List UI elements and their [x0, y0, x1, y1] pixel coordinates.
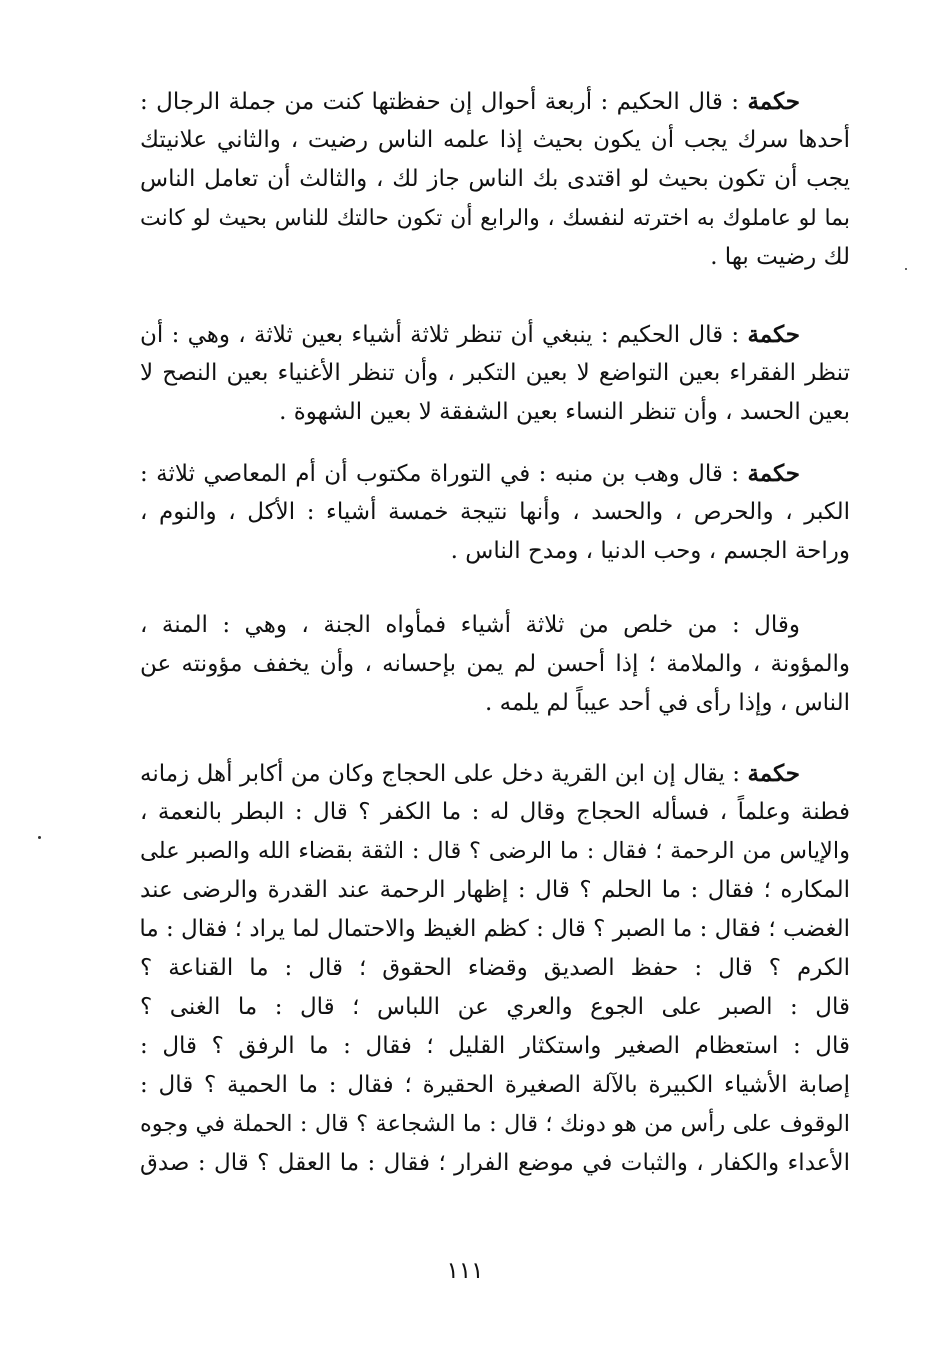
paragraph-line: حكمة : قال الحكيم : ينبغي أن تنظر ثلاثة أشياء بعين ثلاثة ، وهي : أن — [140, 321, 800, 348]
paragraph-line: بما لو عاملوك به اخترته لنفسك ، والرابع أن تكون حالتك للناس بحيث لو كانت — [140, 206, 850, 231]
paragraph-line: والمؤونة ، والملامة ؛ إذا أحسن لم يمن بإحسانه ، وأن يخفف مؤونته عن — [140, 651, 850, 677]
paragraph-5 — [140, 754, 850, 1183]
paragraph-line: إصابة الأشياء الكبيرة بالآلة الصغيرة الحقيرة ؛ فقال : ما الحمية ؟ قال : — [140, 1072, 850, 1098]
paragraph-line: وراحة الجسم ، وحب الدنيا ، ومدح الناس . — [450, 538, 850, 564]
keyword-hikma: حكمة — [747, 88, 800, 115]
keyword-hikma: حكمة — [747, 460, 800, 487]
paragraph-line: حكمة : قال الحكيم : أربعة أحوال إن حفظتها كنت من جملة الرجال : — [140, 88, 800, 115]
paragraph-line: بعين الحسد ، وأن تنظر النساء بعين الشفقة لا بعين الشهوة . — [279, 399, 850, 425]
paragraph-line: الكرم ؟ قال : حفظ الصديق وقضاء الحقوق ؛ قال : ما القناعة ؟ — [140, 955, 850, 981]
paragraph-line: والإياس من الرحمة ؛ فقال : ما الرضى ؟ قال : الثقة بقضاء الله والصبر على — [140, 838, 850, 864]
paragraph-line: الكبر ، والحرص ، والحسد ، وأنها نتيجة خمسة أشياء : الأكل ، والنوم ، — [140, 499, 850, 525]
paragraph-line: المكاره ؛ فقال : ما الحلم ؟ قال : إظهار الرحمة عند القدرة والرضى عند — [140, 877, 850, 903]
paragraph-3 — [140, 454, 850, 571]
paragraph-line: يجب أن تكون بحيث لو اقتدى بك الناس جاز لك ، والثالث أن تعامل الناس — [140, 166, 850, 192]
paragraph-line: الغضب ؛ فقال : ما الصبر ؟ قال : كظم الغيظ والاحتمال لما يراد ؛ فقال : ما — [139, 916, 850, 942]
paragraph-2 — [140, 315, 850, 432]
paragraph-line: أحدها سرك يجب أن يكون بحيث إذا علمه الناس رضيت ، والثاني علانيتك — [140, 127, 850, 153]
keyword-hikma: حكمة — [747, 760, 800, 787]
paragraph-line: حكمة : قال وهب بن منبه : في التوراة مكتوب أن أم المعاصي ثلاثة : — [140, 460, 800, 487]
keyword-hikma: حكمة — [747, 321, 800, 348]
paragraph-line: الأعداء والكفار ، والثبات في موضع الفرار ؛ فقال : ما العقل ؟ قال : صدق — [140, 1150, 850, 1176]
paragraph-line: تنظر الفقراء بعين التواضع لا بعين التكبر ، وأن تنظر الأغنياء بعين النصح لا — [140, 360, 850, 386]
paragraph-1 — [140, 82, 850, 277]
page-body — [139, 82, 850, 1176]
paragraph-line: حكمة : يقال إن ابن القرية دخل على الحجاج وكان من أكابر أهل زمانه — [140, 760, 800, 787]
paragraph-line: وقال : من خلص من ثلاثة أشياء فمأواه الجنة ، وهي : المنة ، — [140, 612, 800, 638]
paragraph-line: فطنة وعلماً ، فسأله الحجاج وقال له : ما الكفر ؟ قال : البطر بالنعمة ، — [140, 799, 850, 825]
page-number: ١١١ — [446, 1258, 484, 1284]
paragraph-line: الوقوف على رأس من هو دونك ؛ قال : ما الشجاعة ؟ قال : الحملة في وجوه — [140, 1111, 850, 1137]
scan-speck — [905, 268, 907, 270]
paragraph-line: الناس ، وإذا رأى في أحد عيباً لم يلمه . — [484, 690, 850, 716]
paragraph-line: لك رضيت بها . — [710, 244, 850, 270]
scan-speck — [38, 836, 41, 839]
paragraph-line: قال : الصبر على الجوع والعري عن اللباس ؛ قال : ما الغنى ؟ — [140, 994, 850, 1020]
paragraph-line: قال : استعظام الصغير واستكثار القليل ؛ فقال : ما الرفق ؟ قال : — [140, 1033, 850, 1059]
paragraph-4 — [140, 606, 850, 723]
